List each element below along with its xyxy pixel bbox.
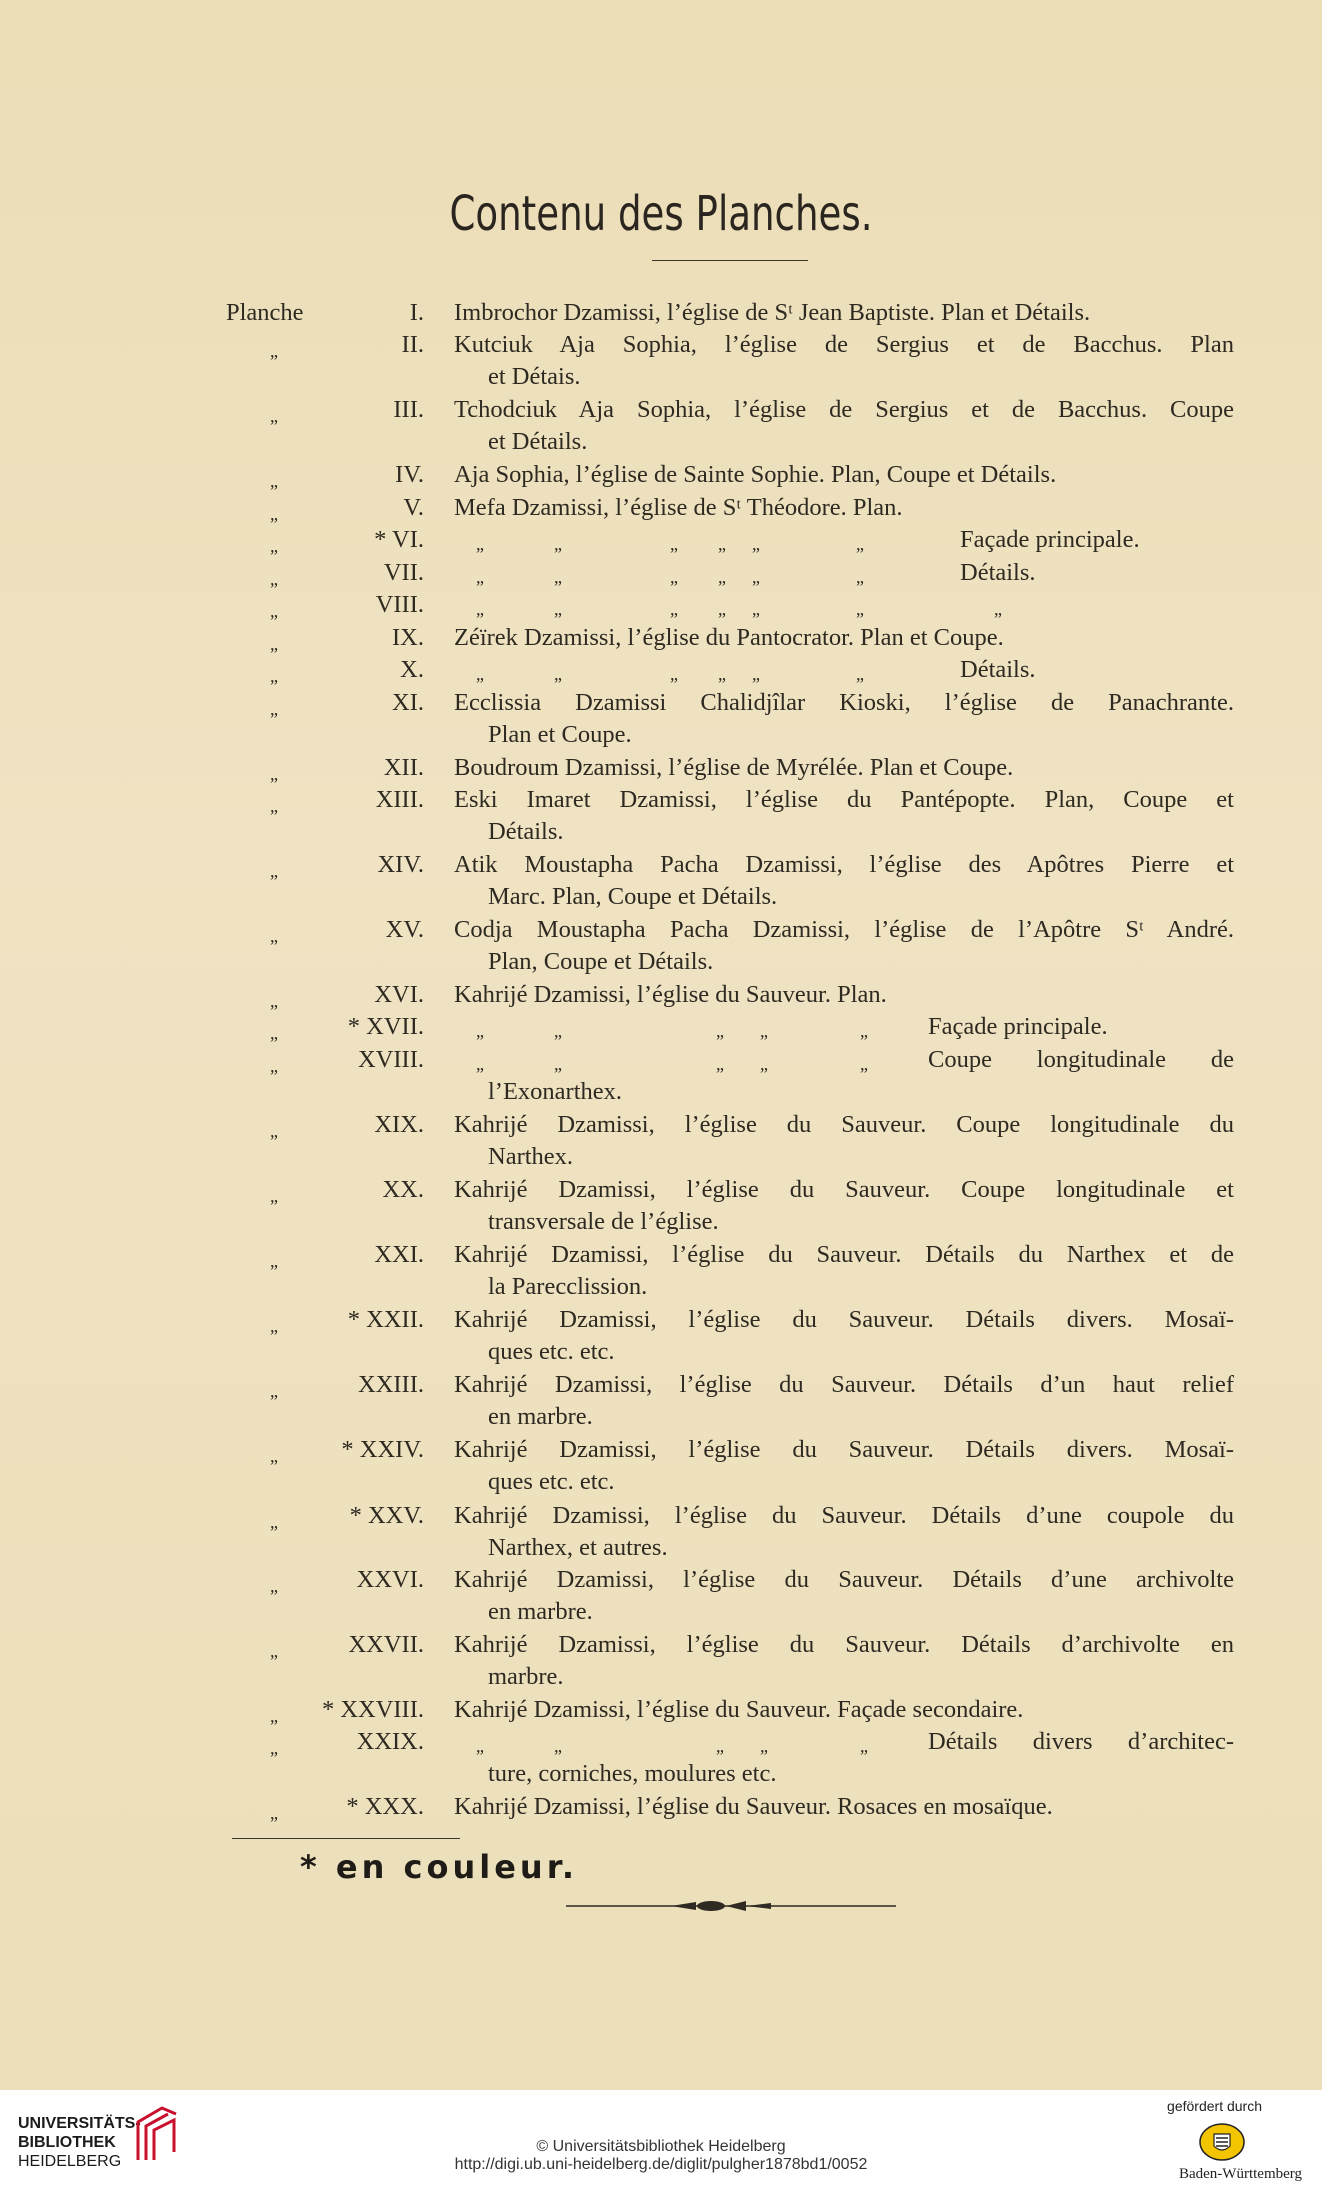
ditto-mark: „ xyxy=(270,861,278,881)
plate-description: Kahrijé Dzamissi, l’église du Sauveur. Détails divers. Mosaï- xyxy=(454,1306,1234,1333)
ditto-mark: „ xyxy=(554,1021,562,1041)
ditto-mark: „ xyxy=(270,796,278,816)
state-coat-of-arms-icon xyxy=(1198,2122,1246,2162)
plate-description-continued: ture, corniches, moulures etc. xyxy=(488,1760,777,1787)
plate-number: * XVII. xyxy=(347,1013,424,1040)
ditto-mark: „ xyxy=(270,341,278,361)
ditto-mark: „ xyxy=(270,1512,278,1532)
ditto-mark: „ xyxy=(270,699,278,719)
plate-number: XXI. xyxy=(374,1241,424,1268)
ditto-mark: „ xyxy=(752,599,760,619)
ditto-mark: „ xyxy=(270,1738,278,1758)
ditto-mark: „ xyxy=(476,664,484,684)
ditto-mark: „ xyxy=(554,1054,562,1074)
ditto-mark: „ xyxy=(476,1054,484,1074)
title-rule xyxy=(652,260,808,261)
ornament-divider xyxy=(566,1896,896,1916)
plate-number: IV. xyxy=(395,461,424,488)
plate-description-continued: Plan, Coupe et Détails. xyxy=(488,948,714,975)
plate-description-continued: et Détails. xyxy=(488,428,588,455)
plate-number: * XXIV. xyxy=(341,1436,424,1463)
ditto-mark: „ xyxy=(270,1446,278,1466)
ditto-mark: „ xyxy=(270,666,278,686)
ditto-mark: „ xyxy=(270,764,278,784)
ditto-mark: „ xyxy=(860,1021,868,1041)
ditto-mark: „ xyxy=(994,599,1002,619)
plate-description: Kahrijé Dzamissi, l’église du Sauveur. Détails divers. Mosaï- xyxy=(454,1436,1234,1463)
ditto-mark: „ xyxy=(752,534,760,554)
plate-number: III. xyxy=(393,396,424,423)
plate-description: Kahrijé Dzamissi, l’église du Sauveur. Détails d’un haut relief xyxy=(454,1371,1234,1398)
library-name-line1: UNIVERSITÄTS- xyxy=(18,2115,141,2132)
plate-number: XIII. xyxy=(375,786,424,813)
footer-credits xyxy=(0,2138,1322,2174)
plate-description-continued: Narthex, et autres. xyxy=(488,1534,668,1561)
plate-description-continued: la Parecclission. xyxy=(488,1273,648,1300)
plate-number: XXVI. xyxy=(356,1566,424,1593)
plate-description: Eski Imaret Dzamissi, l’église du Pantépopte. Plan, Coupe et xyxy=(454,786,1234,813)
copyright-text: © Universitätsbibliothek Heidelberg xyxy=(536,2138,786,2155)
plate-description: Détails divers d’architec- xyxy=(928,1728,1234,1755)
plate-description: Aja Sophia, l’église de Sainte Sophie. Plan, Coupe et Détails. xyxy=(454,461,1057,488)
plate-number: XI. xyxy=(392,689,424,716)
ditto-mark: „ xyxy=(270,569,278,589)
plate-description-continued: Détails. xyxy=(488,818,564,845)
plate-number: VIII. xyxy=(375,591,424,618)
plate-description-continued: Marc. Plan, Coupe et Détails. xyxy=(488,883,778,910)
plate-description: Codja Moustapha Pacha Dzamissi, l’église de l’Apôtre Sᵗ André. xyxy=(454,916,1234,943)
plate-number: XXVII. xyxy=(348,1631,424,1658)
ditto-mark: „ xyxy=(718,599,726,619)
plate-number: * XXX. xyxy=(346,1793,424,1820)
plate-number: II. xyxy=(401,331,424,358)
ditto-mark: „ xyxy=(670,567,678,587)
ditto-mark: „ xyxy=(752,664,760,684)
plate-number: VII. xyxy=(383,559,424,586)
plate-description: Imbrochor Dzamissi, l’église de Sᵗ Jean Baptiste. Plan et Détails. xyxy=(454,299,1091,326)
plate-description-continued: en marbre. xyxy=(488,1598,593,1625)
plate-description: Façade principale. xyxy=(928,1013,1108,1040)
ditto-mark: „ xyxy=(270,1316,278,1336)
plate-number: * XXV. xyxy=(349,1502,424,1529)
plate-description-continued: Plan et Coupe. xyxy=(488,721,632,748)
ditto-mark: „ xyxy=(476,1736,484,1756)
ditto-mark: „ xyxy=(270,991,278,1011)
ditto-mark: „ xyxy=(860,1054,868,1074)
plate-number: XV. xyxy=(385,916,424,943)
plate-description: Coupe longitudinale de xyxy=(928,1046,1234,1073)
plate-description: Détails. xyxy=(960,656,1036,683)
ditto-mark: „ xyxy=(718,567,726,587)
plate-number: * VI. xyxy=(374,526,424,553)
ditto-mark: „ xyxy=(856,567,864,587)
ditto-mark: „ xyxy=(270,471,278,491)
footnote-rule xyxy=(232,1838,460,1839)
ditto-mark: „ xyxy=(670,599,678,619)
plate-description: Boudroum Dzamissi, l’église de Myrélée. Plan et Coupe. xyxy=(454,754,1014,781)
ditto-mark: „ xyxy=(476,567,484,587)
plate-description-continued: ques etc. etc. xyxy=(488,1468,615,1495)
ditto-mark: „ xyxy=(856,599,864,619)
ditto-mark: „ xyxy=(270,1803,278,1823)
plate-number: XVI. xyxy=(374,981,424,1008)
plate-description: Ecclissia Dzamissi Chalidjîlar Kioski, l’église de Panachrante. xyxy=(454,689,1234,716)
plate-description: Détails. xyxy=(960,559,1036,586)
plate-number: XX. xyxy=(382,1176,424,1203)
ditto-mark: „ xyxy=(270,1186,278,1206)
ditto-mark: „ xyxy=(760,1054,768,1074)
library-footer xyxy=(0,2090,1322,2186)
plate-description-continued: Narthex. xyxy=(488,1143,574,1170)
ditto-mark: „ xyxy=(270,1576,278,1596)
plate-description: Kahrijé Dzamissi, l’église du Sauveur. Coupe longitudinale du xyxy=(454,1111,1234,1138)
plate-description: Kahrijé Dzamissi, l’église du Sauveur. Détails du Narthex et de xyxy=(454,1241,1234,1268)
library-name-line2: BIBLIOTHEK xyxy=(18,2134,116,2151)
plate-number: XVIII. xyxy=(358,1046,424,1073)
plate-number: XIX. xyxy=(374,1111,424,1138)
ditto-mark: „ xyxy=(270,1121,278,1141)
plate-description: Kahrijé Dzamissi, l’église du Sauveur. Rosaces en mosaïque. xyxy=(454,1793,1053,1820)
plate-description: Zéïrek Dzamissi, l’église du Pantocrator. Plan et Coupe. xyxy=(454,624,1004,651)
ditto-mark: „ xyxy=(554,567,562,587)
ditto-mark: „ xyxy=(270,1641,278,1661)
ditto-mark: „ xyxy=(270,1251,278,1271)
ditto-mark: „ xyxy=(716,1736,724,1756)
ditto-mark: „ xyxy=(760,1736,768,1756)
plate-number: XXIII. xyxy=(358,1371,424,1398)
plate-number: * XXII. xyxy=(347,1306,424,1333)
plate-description: Kahrijé Dzamissi, l’église du Sauveur. Détails d’une archivolte xyxy=(454,1566,1234,1593)
plate-description: Kutciuk Aja Sophia, l’église de Sergius et de Bacchus. Plan xyxy=(454,331,1234,358)
plate-number: XII. xyxy=(383,754,424,781)
ditto-mark: „ xyxy=(270,536,278,556)
plate-description: Façade principale. xyxy=(960,526,1140,553)
ditto-mark: „ xyxy=(718,534,726,554)
ditto-mark: „ xyxy=(476,1021,484,1041)
source-url[interactable]: http://digi.ub.uni-heidelberg.de/diglit/pulgher1878bd1/0052 xyxy=(454,2156,868,2173)
sponsor-label: gefördert durch xyxy=(1167,2098,1262,2114)
plate-description-continued: marbre. xyxy=(488,1663,564,1690)
plate-description: Tchodciuk Aja Sophia, l’église de Sergius et de Bacchus. Coupe xyxy=(454,396,1234,423)
plate-description-continued: et Détais. xyxy=(488,363,581,390)
sponsor-name: Baden-Württemberg xyxy=(1178,2166,1302,2182)
ditto-mark: „ xyxy=(554,1736,562,1756)
library-name-line3: HEIDELBERG xyxy=(18,2153,122,2170)
ditto-mark: „ xyxy=(718,664,726,684)
plate-number: XIV. xyxy=(377,851,424,878)
ditto-mark: „ xyxy=(860,1736,868,1756)
ditto-mark: „ xyxy=(270,926,278,946)
ditto-mark: „ xyxy=(752,567,760,587)
plate-description: Kahrijé Dzamissi, l’église du Sauveur. Coupe longitudinale et xyxy=(454,1176,1234,1203)
ditto-mark: „ xyxy=(270,1023,278,1043)
ditto-mark: „ xyxy=(856,534,864,554)
ditto-mark: „ xyxy=(554,664,562,684)
ditto-mark: „ xyxy=(270,1056,278,1076)
planche-label: Planche xyxy=(226,299,304,326)
ditto-mark: „ xyxy=(856,664,864,684)
ditto-mark: „ xyxy=(554,534,562,554)
plate-description-continued: transversale de l’église. xyxy=(488,1208,719,1235)
ditto-mark: „ xyxy=(270,504,278,524)
plate-number: I. xyxy=(409,299,424,326)
plate-description-continued: l’Exonarthex. xyxy=(488,1078,623,1105)
ditto-mark: „ xyxy=(270,1381,278,1401)
ditto-mark: „ xyxy=(476,599,484,619)
plate-description: Kahrijé Dzamissi, l’église du Sauveur. Détails d’archivolte en xyxy=(454,1631,1234,1658)
ditto-mark: „ xyxy=(716,1021,724,1041)
ditto-mark: „ xyxy=(270,634,278,654)
plate-description: Atik Moustapha Pacha Dzamissi, l’église des Apôtres Pierre et xyxy=(454,851,1234,878)
plate-description: Kahrijé Dzamissi, l’église du Sauveur. Façade secondaire. xyxy=(454,1696,1024,1723)
plate-description: Kahrijé Dzamissi, l’église du Sauveur. Plan. xyxy=(454,981,887,1008)
ditto-mark: „ xyxy=(716,1054,724,1074)
plate-description: Mefa Dzamissi, l’église de Sᵗ Théodore. Plan. xyxy=(454,494,903,521)
ditto-mark: „ xyxy=(670,664,678,684)
plate-number: * XXVIII. xyxy=(321,1696,424,1723)
page-title: Contenu des Planches. xyxy=(449,186,873,242)
plate-number: X. xyxy=(400,656,424,683)
ditto-mark: „ xyxy=(270,601,278,621)
plate-number: V. xyxy=(403,494,424,521)
plate-description-continued: ques etc. etc. xyxy=(488,1338,615,1365)
ditto-mark: „ xyxy=(670,534,678,554)
ditto-mark: „ xyxy=(270,1706,278,1726)
ditto-mark: „ xyxy=(270,406,278,426)
footnote: * en couleur. xyxy=(300,1848,579,1886)
plate-description-continued: en marbre. xyxy=(488,1403,593,1430)
plate-number: IX. xyxy=(392,624,424,651)
ditto-mark: „ xyxy=(554,599,562,619)
ditto-mark: „ xyxy=(760,1021,768,1041)
plate-description: Kahrijé Dzamissi, l’église du Sauveur. Détails d’une coupole du xyxy=(454,1502,1234,1529)
ditto-mark: „ xyxy=(476,534,484,554)
plate-number: XXIX. xyxy=(356,1728,424,1755)
